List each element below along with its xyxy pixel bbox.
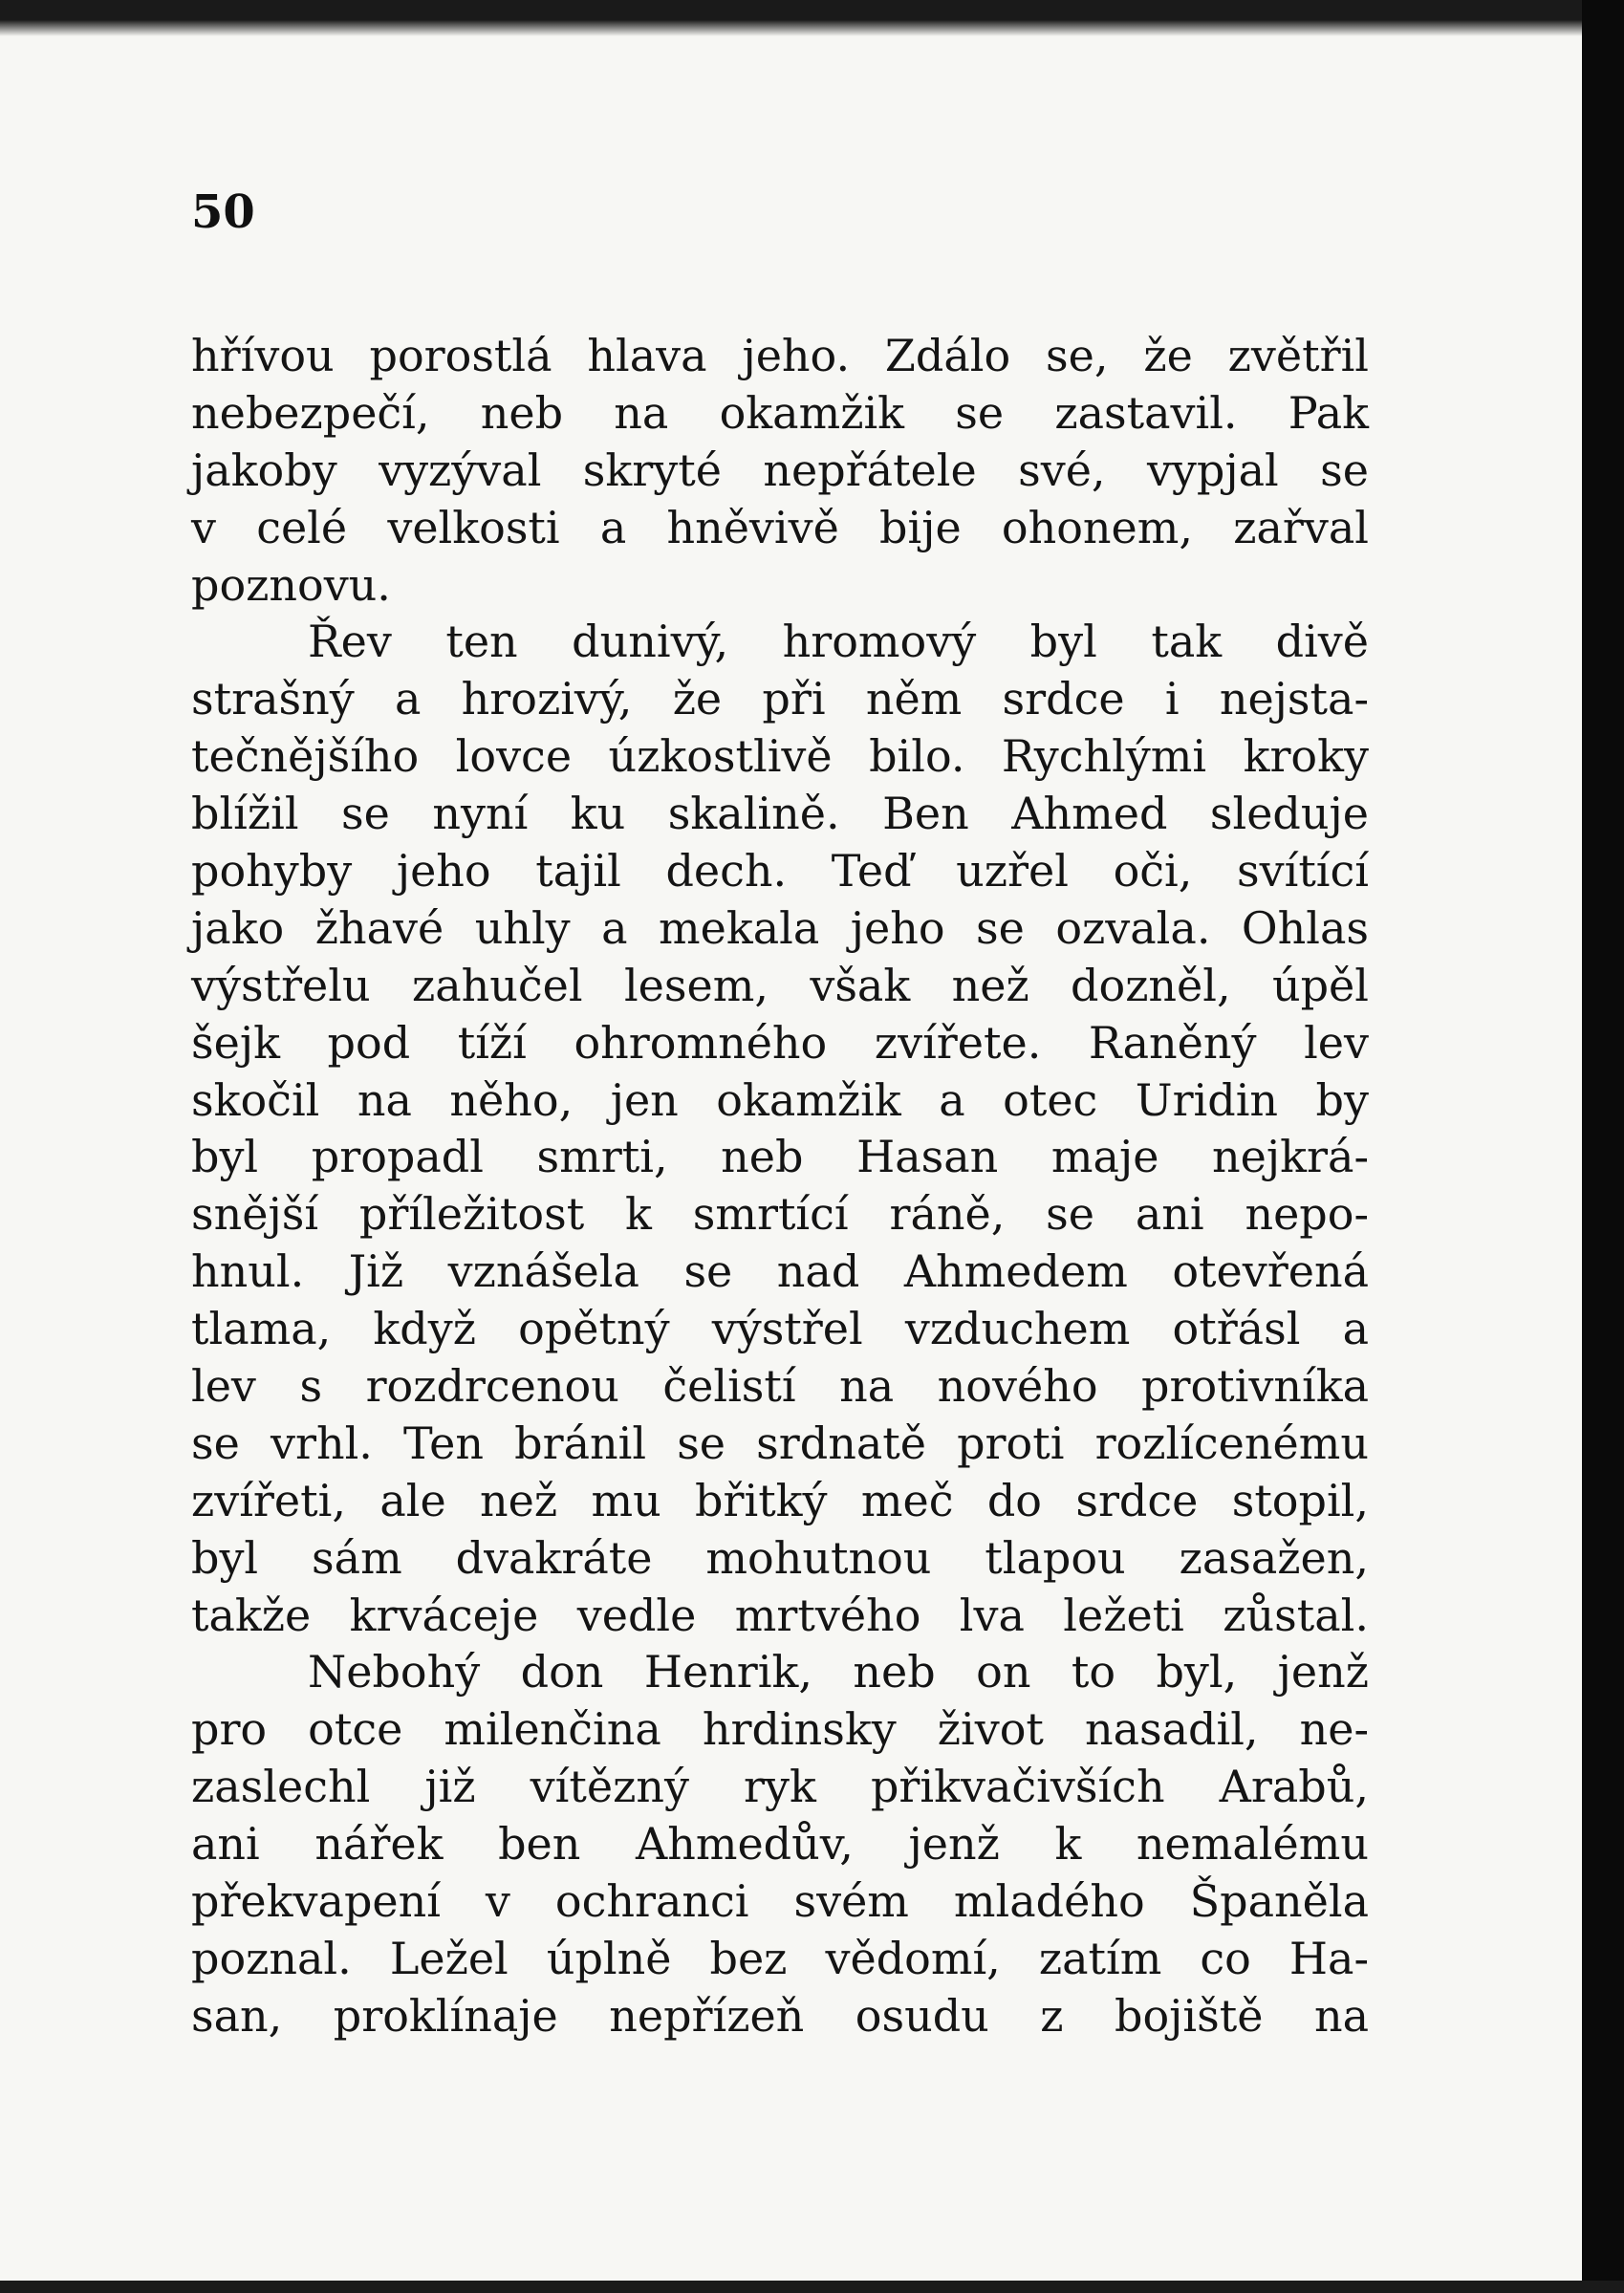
text-line-19: lev s rozdrcenou čelistí na nového protivníka (191, 1360, 1369, 1413)
text-line-29: poznal. Ležel úplně bez vědomí, zatím co Ha- (191, 1932, 1369, 1984)
text-line-11: jako žhavé uhly a mekala jeho se ozvala. Ohlas (191, 901, 1369, 954)
text-line-12: výstřelu zahučel lesem, však než dozněl, úpěl (191, 959, 1369, 1011)
text-line-18: tlama, když opětný výstřel vzduchem otřásl a (191, 1303, 1369, 1355)
text-line-9: blížil se nyní ku skalině. Ben Ahmed sleduje (191, 788, 1369, 840)
text-line-25: pro otce milenčina hrdinsky život nasadil, ne- (191, 1703, 1369, 1756)
text-line-20: se vrhl. Ten bránil se srdnatě proti rozlícenému (191, 1417, 1369, 1469)
text-line-8: tečnějšího lovce úzkostlivě bilo. Rychlými kroky (191, 730, 1369, 783)
text-line-27: ani nářek ben Ahmedův, jenž k nemalému (191, 1818, 1369, 1871)
text-line-28: překvapení v ochranci svém mladého Španěla (191, 1875, 1369, 1928)
text-line-6: Řev ten dunivý, hromový byl tak divě (308, 616, 1369, 668)
text-line-4: v celé velkosti a hněvivě bije ohonem, zařval (191, 501, 1369, 553)
text-line-21: zvířeti, ale než mu břitký meč do srdce stopil, (191, 1474, 1369, 1526)
text-line-22: byl sám dvakráte mohutnou tlapou zasažen, (191, 1531, 1369, 1584)
scan-right-shadow (1582, 0, 1624, 2293)
text-line-24: Nebohý don Henrik, neb on to byl, jenž (308, 1646, 1369, 1698)
text-line-5: poznovu. (191, 558, 391, 611)
scan-bottom-edge (0, 2281, 1624, 2293)
text-line-2: nebezpečí, neb na okamžik se zastavil. Pak (191, 386, 1369, 439)
text-line-14: skočil na něho, jen okamžik a otec Uridin by (191, 1073, 1369, 1126)
text-line-16: snější příležitost k smrtící ráně, se ani nepo- (191, 1188, 1369, 1241)
text-line-10: pohyby jeho tajil dech. Teď uzřel oči, svítící (191, 845, 1369, 898)
text-line-13: šejk pod tíží ohromného zvířete. Raněný lev (191, 1016, 1369, 1069)
page-number: 50 (191, 185, 255, 239)
text-line-26: zaslechl již vítězný ryk přikvačivších Arabů, (191, 1761, 1369, 1813)
text-line-1: hřívou porostlá hlava jeho. Zdálo se, že zvětřil (191, 330, 1369, 381)
body-text (191, 328, 1369, 2045)
text-line-30: san, proklínaje nepřízeň osudu z bojiště na (191, 1989, 1369, 2042)
text-line-15: byl propadl smrti, neb Hasan maje nejkrá- (191, 1131, 1369, 1183)
text-line-7: strašný a hrozivý, že při něm srdce i nejsta- (191, 673, 1369, 725)
scan-top-shadow (0, 0, 1624, 36)
text-line-23: takže krváceje vedle mrtvého lva ležeti zůstal. (191, 1589, 1369, 1641)
text-line-3: jakoby vyzýval skryté nepřátele své, vypjal se (191, 443, 1369, 496)
text-line-17: hnul. Již vznášela se nad Ahmedem otevřená (191, 1245, 1369, 1298)
